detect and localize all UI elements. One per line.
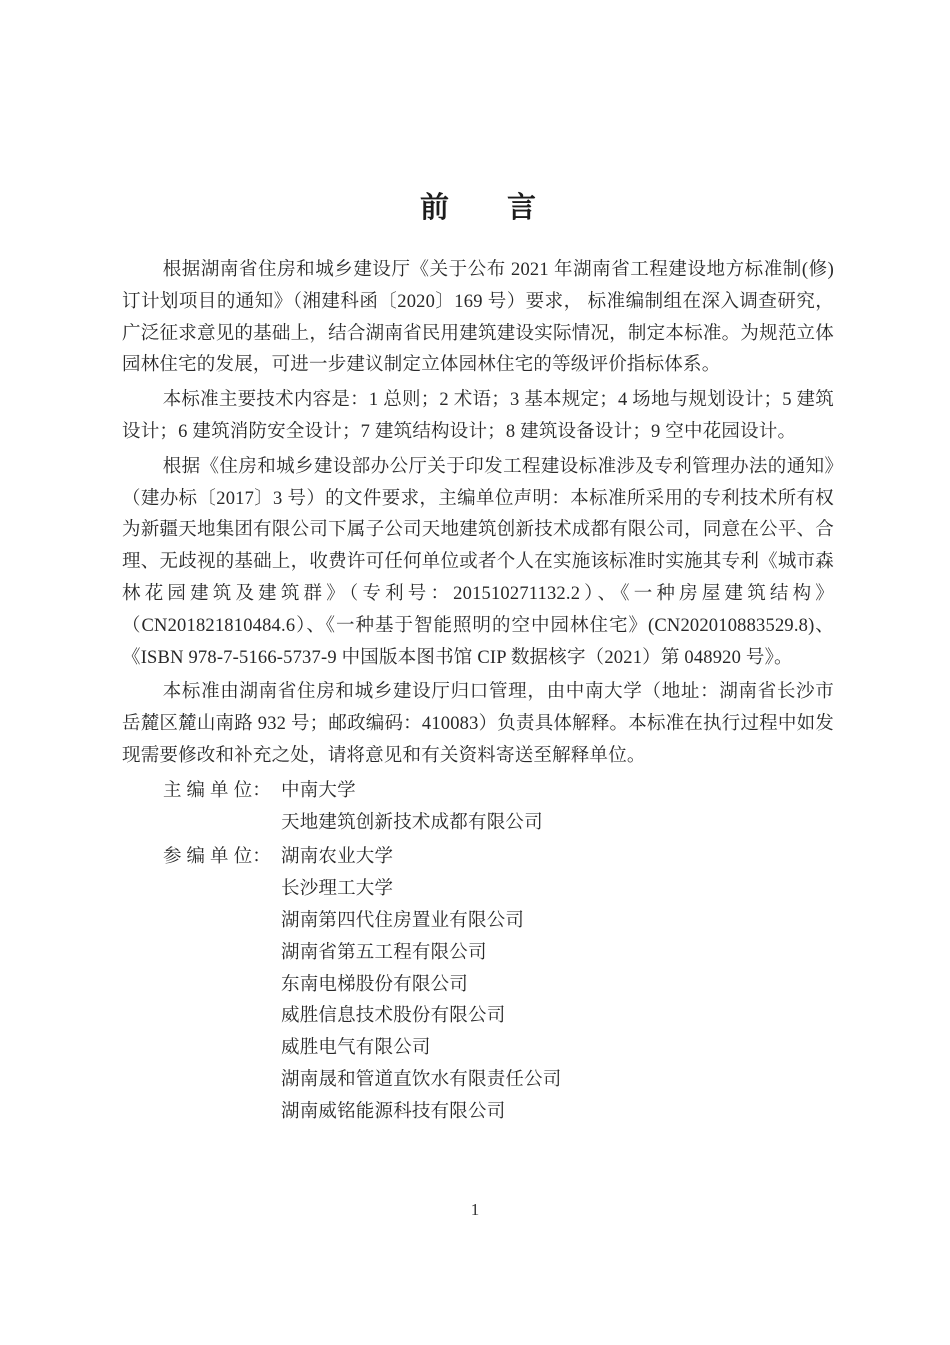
- chief-editor-unit: 中南大学: [281, 780, 356, 801]
- paragraph-administration: 本标准由湖南省住房和城乡建设厅归口管理，由中南大学（地址：湖南省长沙市岳麓区麓山南路 932 号；邮政编码：410083）负责具体解释。本标准在执行过程中如发现需要修改和补充之处，请将意见和有关资料寄送至解释单位。: [122, 682, 834, 766]
- editor-row: [122, 1033, 834, 1065]
- participating-editor-group: [122, 842, 834, 1128]
- editor-row: [122, 1065, 834, 1097]
- participating-editor-unit: 威胜信息技术股份有限公司: [281, 1006, 506, 1027]
- page-number: 1: [470, 1200, 480, 1219]
- editor-row: [122, 906, 834, 938]
- editor-label-spacer: [163, 1033, 281, 1065]
- editor-label-spacer: [163, 938, 281, 970]
- paragraph-patents: 根据《住房和城乡建设部办公厅关于印发工程建设标准涉及专利管理办法的通知》（建办标〔2017〕3 号）的文件要求，主编单位声明：本标准所采用的专利技术所有权为新疆天地集团有限公司下属子公司天地建筑创新技术成都有限公司，同意在公平、合理、无歧视的基础上，收费许可任何单位或者个人在实施该标准时实施其专利《城市森林花园建筑及建筑群》（专利号：201510271132.2）、《一种房屋建筑结构》（CN201821810484.6）、《一种基于智能照明的空中园林住宅》(CN202010883529.8)、《ISBN 978-7-5166-5737-9 中国版本图书馆 CIP 数据核字（2021）第 048920 号》。: [122, 456, 834, 668]
- chief-editor-group: [122, 776, 834, 840]
- participating-editor-unit: 东南电梯股份有限公司: [281, 974, 469, 995]
- editor-row: [122, 938, 834, 970]
- editor-label-spacer: [163, 1065, 281, 1097]
- participating-editor-unit: 湖南第四代住房置业有限公司: [281, 910, 525, 931]
- editor-label-spacer: [163, 874, 281, 906]
- editor-row: [122, 970, 834, 1002]
- editor-label-spacer: [163, 970, 281, 1002]
- chief-editor-label: 主 编 单 位：: [163, 780, 271, 801]
- editors-section: [122, 776, 834, 1129]
- participating-editor-unit: 湖南农业大学: [281, 847, 394, 868]
- participating-editor-unit: 湖南威铭能源科技有限公司: [281, 1101, 506, 1122]
- chief-editor-unit: 天地建筑创新技术成都有限公司: [281, 812, 543, 833]
- paragraph-contents: 本标准主要技术内容是：1 总则；2 术语；3 基本规定；4 场地与规划设计；5 建筑设计；6 建筑消防安全设计；7 建筑结构设计；8 建筑设备设计；9 空中花园设计。: [122, 390, 834, 442]
- editor-label-spacer: [163, 808, 281, 840]
- page-title: 前 言: [419, 192, 536, 224]
- body-text: [122, 255, 834, 773]
- editor-row: [122, 1001, 834, 1033]
- editor-row: [122, 842, 834, 874]
- participating-editor-unit: 长沙理工大学: [281, 879, 394, 900]
- participating-editor-unit: 湖南省第五工程有限公司: [281, 942, 487, 963]
- participating-editor-label: 参 编 单 位：: [163, 847, 271, 868]
- participating-editor-unit: 湖南晟和管道直饮水有限责任公司: [281, 1069, 562, 1090]
- editor-row: [122, 808, 834, 840]
- editor-label-spacer: [163, 906, 281, 938]
- editor-row: [122, 776, 834, 808]
- editor-label-spacer: [163, 1001, 281, 1033]
- editor-label-spacer: [163, 1097, 281, 1129]
- page-content: [122, 0, 834, 1129]
- editor-row: [122, 874, 834, 906]
- participating-editor-unit: 威胜电气有限公司: [281, 1038, 431, 1059]
- paragraph-intro: 根据湖南省住房和城乡建设厅《关于公布 2021 年湖南省工程建设地方标准制(修)订计划项目的通知》（湘建科函〔2020〕169 号）要求， 标准编制组在深入调查研究，广泛征求意见的基础上，结合湖南省民用建筑建设实际情况，制定本标准。为规范立体园林住宅的发展，可进一步建议制定立体园林住宅的等级评价指标体系。: [122, 260, 834, 376]
- editor-row: [122, 1097, 834, 1129]
